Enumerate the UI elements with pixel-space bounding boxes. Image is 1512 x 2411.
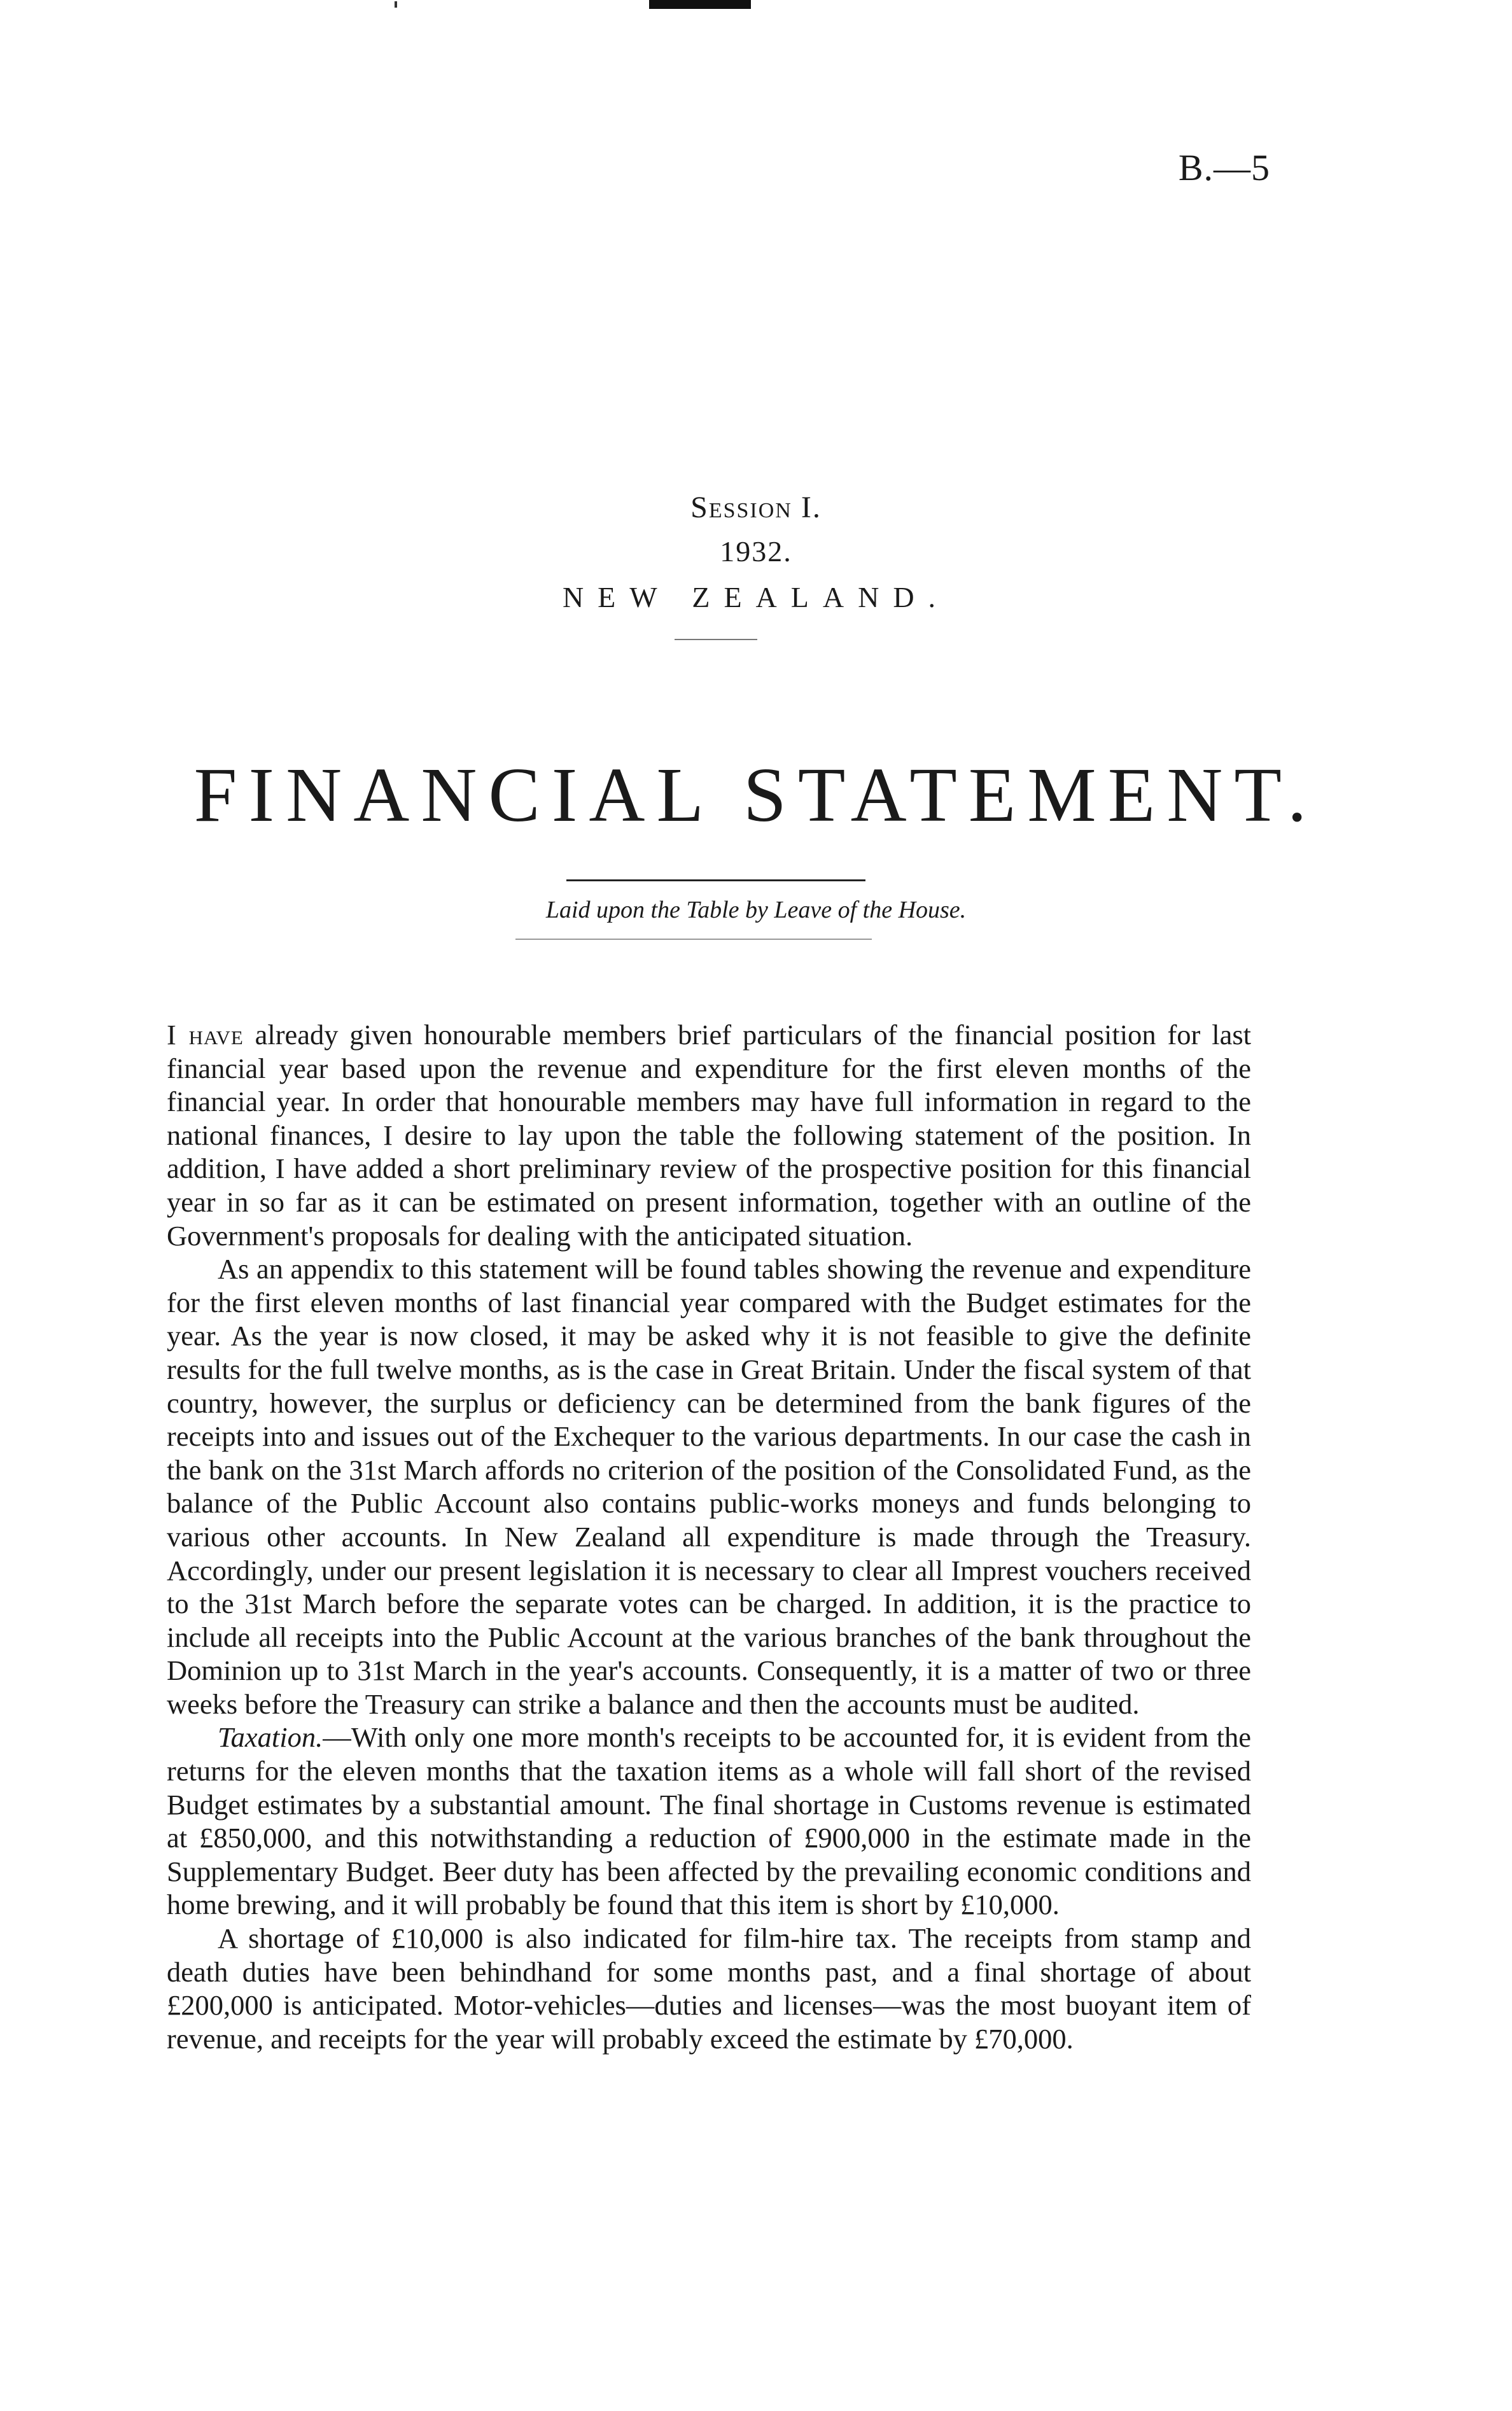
country-label: NEW ZEALAND. <box>562 581 950 613</box>
title-rule-upper <box>566 879 865 881</box>
intro-text: already given honourable members brief particulars of the financial position for last financial year based upon the revenue and expenditure for the first eleven months of the financial year. In order that honourable members may have full information in regard to the national finances, I desire to lay upon the table the following statement of the position. In addition, I have added a short preliminary review of the prospective position for this financial year in so far as it can be estimated on present information, together with an outline of the Government's proposals for dealing with the anticipated situation. <box>167 1019 1251 1252</box>
intro-lead: I have <box>167 1019 244 1051</box>
scan-speck <box>395 1 397 8</box>
taxation-text: —With only one more month's receipts to be accounted for, it is evident from the returns for the eleven months that the taxation items as a whole will fall short of the revised Budget estimates by a substantial amount. The final shortage in Customs revenue is estimated at £850,000, and this notwithstanding a reduction of £900,000 in the estimate made in the Supplementary Budget. Beer duty has been affected by the prevailing economic conditions and home brewing, and it will probably be found that this item is short by £10,000. <box>167 1721 1251 1921</box>
paragraph-intro <box>167 1018 1251 1252</box>
page-reference: B.—5 <box>1178 147 1270 188</box>
taxation-heading: Taxation. <box>218 1721 323 1754</box>
session-label: Session I. <box>690 491 822 524</box>
year-label: 1932. <box>720 535 792 568</box>
paragraph-taxation <box>167 1721 1251 1922</box>
statement-body <box>167 1018 1251 2055</box>
header-divider <box>675 639 757 640</box>
laid-upon-note: Laid upon the Table by Leave of the House. <box>545 897 967 923</box>
title-rule-lower <box>515 939 872 940</box>
paragraph-appendix: As an appendix to this statement will be found tables showing the revenue and expenditure for the first eleven months of last financial year compared with the Budget estimates for the year. As the year is now closed, it may be asked why it is not feasible to give the definite results for the full twelve months, as is the case in Great Britain. Under the fiscal system of that country, however, the surplus or deficiency can be determined from the bank figures of the receipts into and issues out of the Exchequer to the various departments. In our case the cash in the bank on the 31st March affords no criterion of the position of the Consolidated Fund, as the balance of the Public Account also contains public-works moneys and funds belonging to various other accounts. In New Zealand all expenditure is made through the Treasury. Accordingly, under our present legislation it is necessary to clear all Imprest vouchers received to the 31st March before the separate votes can be charged. In addition, it is the practice to include all receipts into the Public Account at the various branches of the bank throughout the Dominion up to 31st March in the year's accounts. Consequently, it is a matter of two or three weeks before the Treasury can strike a balance and then the accounts must be audited. <box>167 1253 1251 1720</box>
document-title: FINANCIAL STATEMENT. <box>193 752 1319 838</box>
paragraph-shortages: A shortage of £10,000 is also indicated for film-hire tax. The receipts from stamp and death duties have been behindhand for some months past, and a final shortage of about £200,000 is anticipated. Motor-vehicles—duties and licenses—was the most buoyant item of revenue, and receipts for the year will probably exceed the estimate by £70,000. <box>167 1922 1251 2055</box>
top-edge-rule <box>649 0 751 9</box>
